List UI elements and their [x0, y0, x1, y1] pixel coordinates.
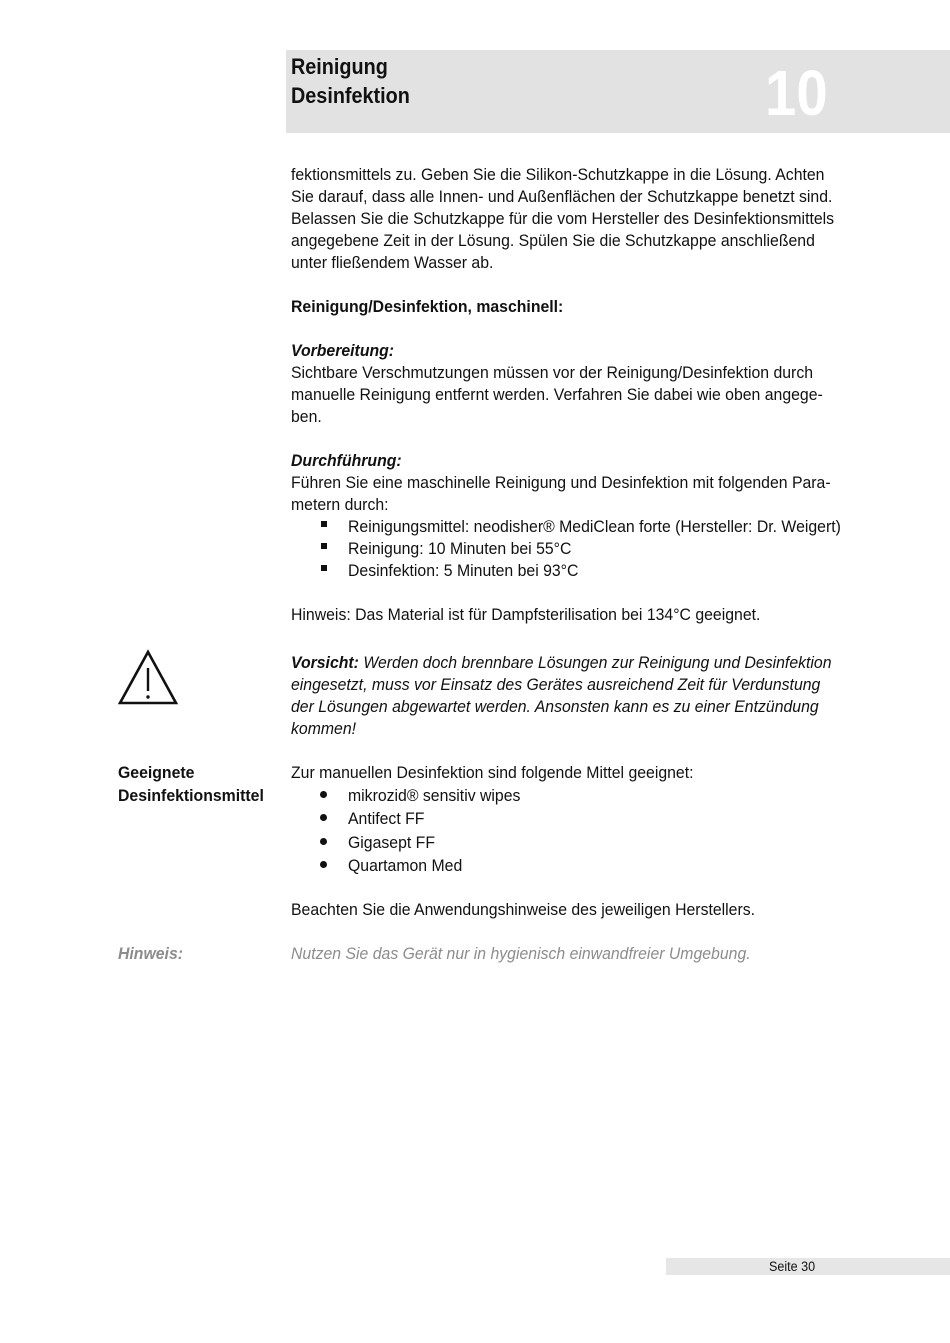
- warning-triangle-icon: [117, 649, 179, 706]
- side-label: Geeignete: [118, 763, 195, 782]
- list-item: Gigasept FF: [348, 833, 435, 852]
- chapter-title-line2: Desinfektion: [291, 83, 410, 108]
- list-item: Antifect FF: [348, 809, 425, 828]
- hint-text: Nutzen Sie das Gerät nur in hygienisch einwandfreier Umgebung.: [291, 944, 751, 963]
- paragraph-line: unter fließendem Wasser ab.: [291, 253, 494, 272]
- caution-label: Vorsicht:: [291, 653, 359, 672]
- paragraph-line: angegebene Zeit in der Lösung. Spülen Sie die Schutzkappe anschließend: [291, 231, 815, 250]
- paragraph-line: fektionsmittels zu. Geben Sie die Silikon-Schutzkappe in die Lösung. Achten: [291, 165, 825, 184]
- caution-line: eingesetzt, muss vor Einsatz des Gerätes ausreichend Zeit für Verdunstung: [291, 675, 821, 694]
- list-item: Desinfektion: 5 Minuten bei 93°C: [348, 561, 579, 580]
- paragraph-line: manuelle Reinigung entfernt werden. Verfahren Sie dabei wie oben angege-: [291, 385, 823, 404]
- hint-label: Hinweis:: [118, 944, 184, 963]
- caution-line: [291, 652, 832, 674]
- chapter-title-line1: Reinigung: [291, 54, 388, 79]
- paragraph-line: metern durch:: [291, 495, 389, 514]
- list-item: Reinigung: 10 Minuten bei 55°C: [348, 539, 572, 558]
- caution-text: Werden doch brennbare Lösungen zur Reinigung und Desinfektion: [358, 653, 832, 672]
- paragraph-line: Sichtbare Verschmutzungen müssen vor der Reinigung/Desinfektion durch: [291, 363, 814, 382]
- list-item: Reinigungsmittel: neodisher® MediClean forte (Hersteller: Dr. Weigert): [348, 517, 841, 536]
- paragraph-line: Führen Sie eine maschinelle Reinigung und Desinfektion mit folgenden Para-: [291, 473, 831, 492]
- paragraph-line: ben.: [291, 407, 322, 426]
- chapter-title: [291, 52, 410, 110]
- paragraph-line: Sie darauf, dass alle Innen- und Außenflächen der Schutzkappe benetzt sind.: [291, 187, 833, 206]
- round-bullet-icon: [320, 814, 327, 821]
- sterilisation-note: Hinweis: Das Material ist für Dampfsterilisation bei 134°C geeignet.: [291, 605, 761, 624]
- square-bullet-icon: [321, 521, 327, 527]
- page-number: Seite 30: [769, 1259, 816, 1274]
- caution-line: der Lösungen abgewartet werden. Ansonsten kann es zu einer Entzündung: [291, 697, 819, 716]
- paragraph-line: Belassen Sie die Schutzkappe für die vom Hersteller des Desinfektionsmittels: [291, 209, 835, 228]
- disinfectants-intro: Zur manuellen Desinfektion sind folgende Mittel geeignet:: [291, 763, 694, 782]
- round-bullet-icon: [320, 791, 327, 798]
- caution-line: kommen!: [291, 719, 357, 738]
- list-item: Quartamon Med: [348, 856, 463, 875]
- chapter-number: 10: [765, 57, 828, 129]
- round-bullet-icon: [320, 838, 327, 845]
- round-bullet-icon: [320, 861, 327, 868]
- square-bullet-icon: [321, 543, 327, 549]
- square-bullet-icon: [321, 565, 327, 571]
- subheading-execution: Durchführung:: [291, 451, 402, 470]
- disinfectants-outro: Beachten Sie die Anwendungshinweise des jeweiligen Herstellers.: [291, 900, 756, 919]
- subheading-preparation: Vorbereitung:: [291, 341, 395, 360]
- list-item: mikrozid® sensitiv wipes: [348, 786, 521, 805]
- side-label: Desinfektionsmittel: [118, 786, 264, 805]
- section-heading: Reinigung/Desinfektion, maschinell:: [291, 297, 564, 316]
